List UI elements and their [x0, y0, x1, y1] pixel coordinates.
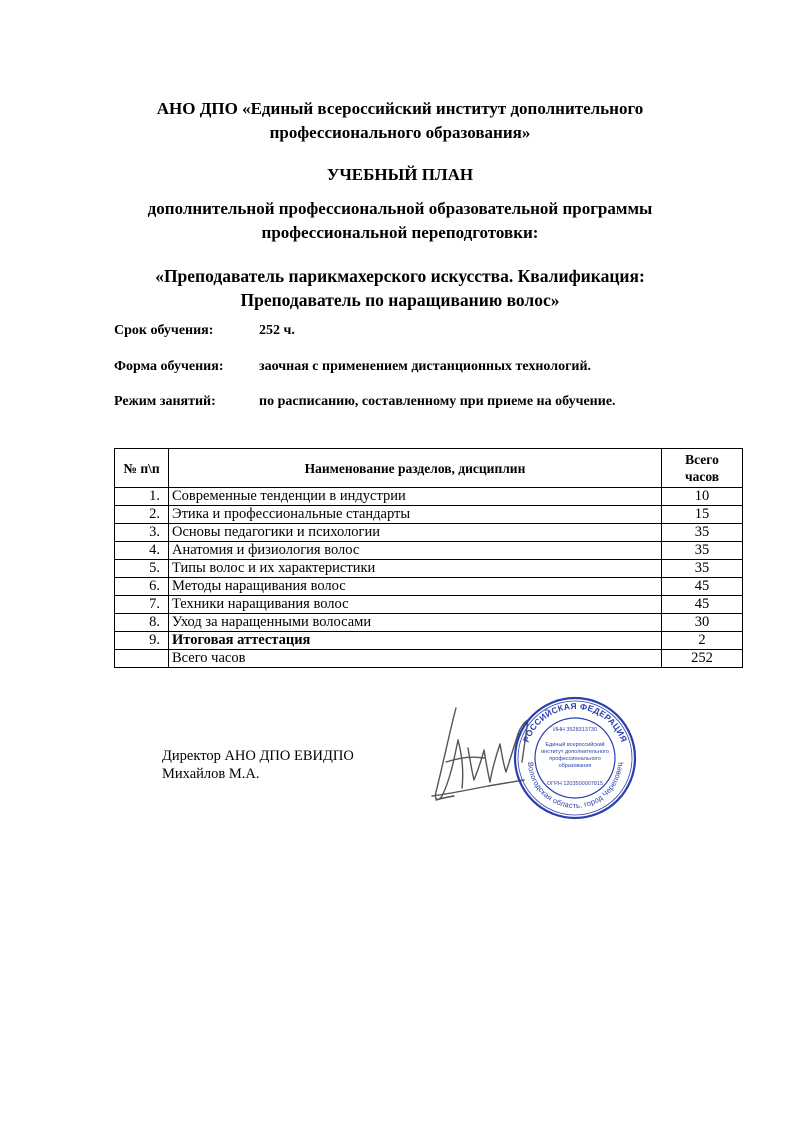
header-hours-line-1: Всего — [685, 452, 719, 467]
table-row — [115, 614, 743, 632]
form-label: Форма обучения: — [114, 359, 224, 374]
program-line-1: дополнительной профессиональной образовательной программы — [147, 199, 653, 218]
row-section-name: Типы волос и их характеристики — [169, 560, 662, 578]
total-label: Всего часов — [169, 650, 662, 668]
program-name — [80, 264, 720, 312]
row-section-name: Техники наращивания волос — [169, 596, 662, 614]
program-name-line-2: Преподаватель по наращиванию волос» — [240, 290, 560, 310]
table-row — [115, 632, 743, 650]
director-block — [162, 747, 354, 783]
stamp-center-line-2: институт дополнительного — [541, 749, 609, 755]
row-hours: 2 — [662, 632, 743, 650]
duration-label: Срок обучения: — [114, 323, 214, 338]
row-hours: 35 — [662, 560, 743, 578]
stamp-top-text: РОССИЙСКАЯ ФЕДЕРАЦИЯ — [520, 700, 630, 744]
row-section-name: Уход за наращенными волосами — [169, 614, 662, 632]
row-number: 6. — [115, 578, 169, 596]
row-number: 8. — [115, 614, 169, 632]
program-name-line-1: «Преподаватель парикмахерского искусства. Квалификация: — [155, 266, 645, 286]
total-number-cell — [115, 650, 169, 668]
mode-value: по расписанию, составленному при приеме на обучение. — [259, 394, 616, 409]
table-total-row — [115, 650, 743, 668]
director-name: Михайлов М.А. — [162, 766, 260, 782]
table-row — [115, 596, 743, 614]
stamp-center-line-3: профессионального — [549, 756, 601, 762]
row-number: 3. — [115, 524, 169, 542]
row-number: 4. — [115, 542, 169, 560]
organization-stamp — [512, 695, 638, 821]
row-section-name: Этика и профессиональные стандарты — [169, 506, 662, 524]
table-row — [115, 506, 743, 524]
table-row — [115, 560, 743, 578]
row-number: 7. — [115, 596, 169, 614]
document-title: УЧЕБНЫЙ ПЛАН — [326, 165, 474, 184]
table-row — [115, 578, 743, 596]
row-number: 5. — [115, 560, 169, 578]
org-line-1: АНО ДПО «Единый всероссийский институт дополнительного — [156, 99, 644, 118]
stamp-ogrn: ОГРН 1203500007815 — [546, 781, 604, 787]
program-line-2: профессиональной переподготовки: — [261, 223, 539, 242]
row-section-name: Основы педагогики и психологии — [169, 524, 662, 542]
header-number: № п\п — [115, 449, 169, 488]
program-type — [80, 197, 720, 245]
org-line-2: профессионального образования» — [269, 123, 531, 142]
row-hours: 15 — [662, 506, 743, 524]
svg-text:РОССИЙСКАЯ ФЕДЕРАЦИЯ — [521, 701, 629, 744]
organization-name — [80, 97, 720, 145]
row-number: 2. — [115, 506, 169, 524]
stamp-bottom-text: Вологодская область, город Череповец — [525, 761, 625, 811]
row-hours: 35 — [662, 524, 743, 542]
row-section-name: Методы наращивания волос — [169, 578, 662, 596]
table-row — [115, 542, 743, 560]
director-title: Директор АНО ДПО ЕВИДПО — [162, 748, 354, 764]
row-number: 9. — [115, 632, 169, 650]
table-row — [115, 524, 743, 542]
table-row — [115, 488, 743, 506]
row-hours: 30 — [662, 614, 743, 632]
table-header-row — [115, 449, 743, 488]
stamp-center-line-1: Единый всероссийский — [545, 742, 605, 748]
row-hours: 10 — [662, 488, 743, 506]
stamp-inn: ИНН 3528313730 — [552, 727, 598, 733]
form-value: заочная с применением дистанционных технологий. — [259, 359, 592, 374]
row-number: 1. — [115, 488, 169, 506]
header-hours-line-2: часов — [684, 469, 720, 484]
header-hours — [662, 449, 743, 488]
row-section-name: Итоговая аттестация — [169, 632, 662, 650]
duration-value: 252 ч. — [259, 323, 295, 338]
curriculum-table — [114, 448, 743, 668]
row-section-name: Современные тенденции в индустрии — [169, 488, 662, 506]
stamp-center-line-4: образования — [558, 763, 592, 769]
row-section-name: Анатомия и физиология волос — [169, 542, 662, 560]
row-hours: 45 — [662, 596, 743, 614]
row-hours: 45 — [662, 578, 743, 596]
mode-label: Режим занятий: — [114, 394, 216, 409]
total-hours: 252 — [662, 650, 743, 668]
row-hours: 35 — [662, 542, 743, 560]
header-section-name: Наименование разделов, дисциплин — [169, 449, 662, 488]
